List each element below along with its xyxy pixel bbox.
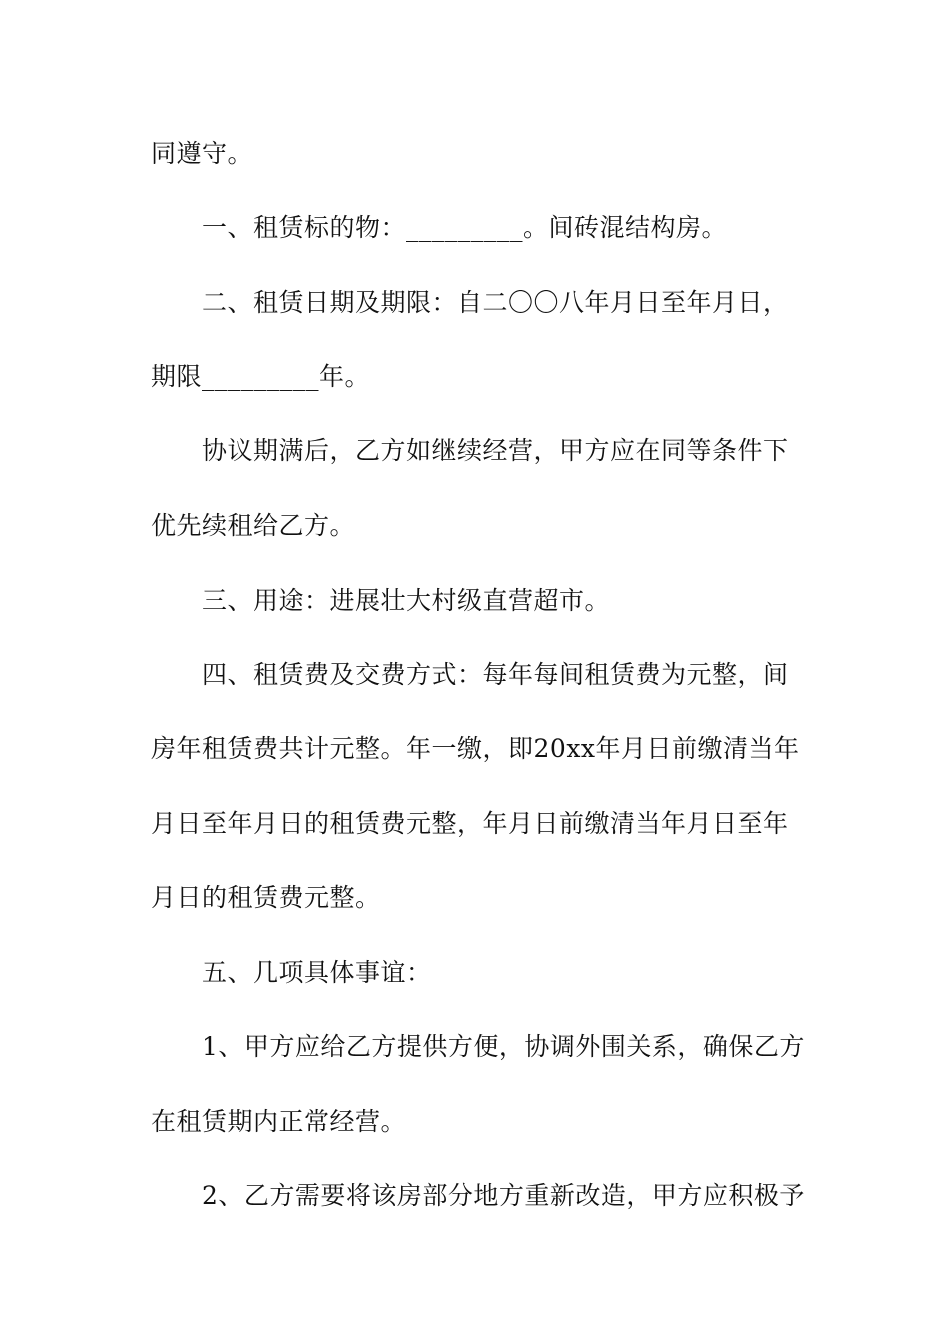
text-line: 五、几项具体事谊： bbox=[202, 958, 432, 987]
text-line: 月日的租赁费元整。 bbox=[151, 883, 381, 912]
text-line: 协议期满后，乙方如继续经营，甲方应在同等条件下 bbox=[202, 436, 789, 465]
text-line: 四、租赁费及交费方式：每年每间租赁费为元整，间 bbox=[202, 660, 789, 689]
text-line: 月日至年月日的租赁费元整，年月日前缴清当年月日至年 bbox=[151, 809, 789, 838]
text-line: 同遵守。 bbox=[151, 139, 254, 168]
text-line: 一、租赁标的物：_________。间砖混结构房。 bbox=[202, 213, 728, 242]
text-line: 期限_________年。 bbox=[151, 362, 371, 391]
text-line: 1、甲方应给乙方提供方便，协调外围关系，确保乙方 bbox=[202, 1032, 805, 1061]
text-line: 房年租赁费共计元整。年一缴，即20xx年月日前缴清当年 bbox=[151, 734, 800, 763]
text-line: 三、用途：进展壮大村级直营超市。 bbox=[202, 586, 611, 615]
text-line: 优先续租给乙方。 bbox=[151, 511, 356, 540]
text-line: 在租赁期内正常经营。 bbox=[151, 1107, 407, 1136]
text-line: 2、乙方需要将该房部分地方重新改造，甲方应积极予 bbox=[202, 1181, 805, 1210]
text-line: 二、租赁日期及期限：自二〇〇八年月日至年月日， bbox=[202, 288, 789, 317]
